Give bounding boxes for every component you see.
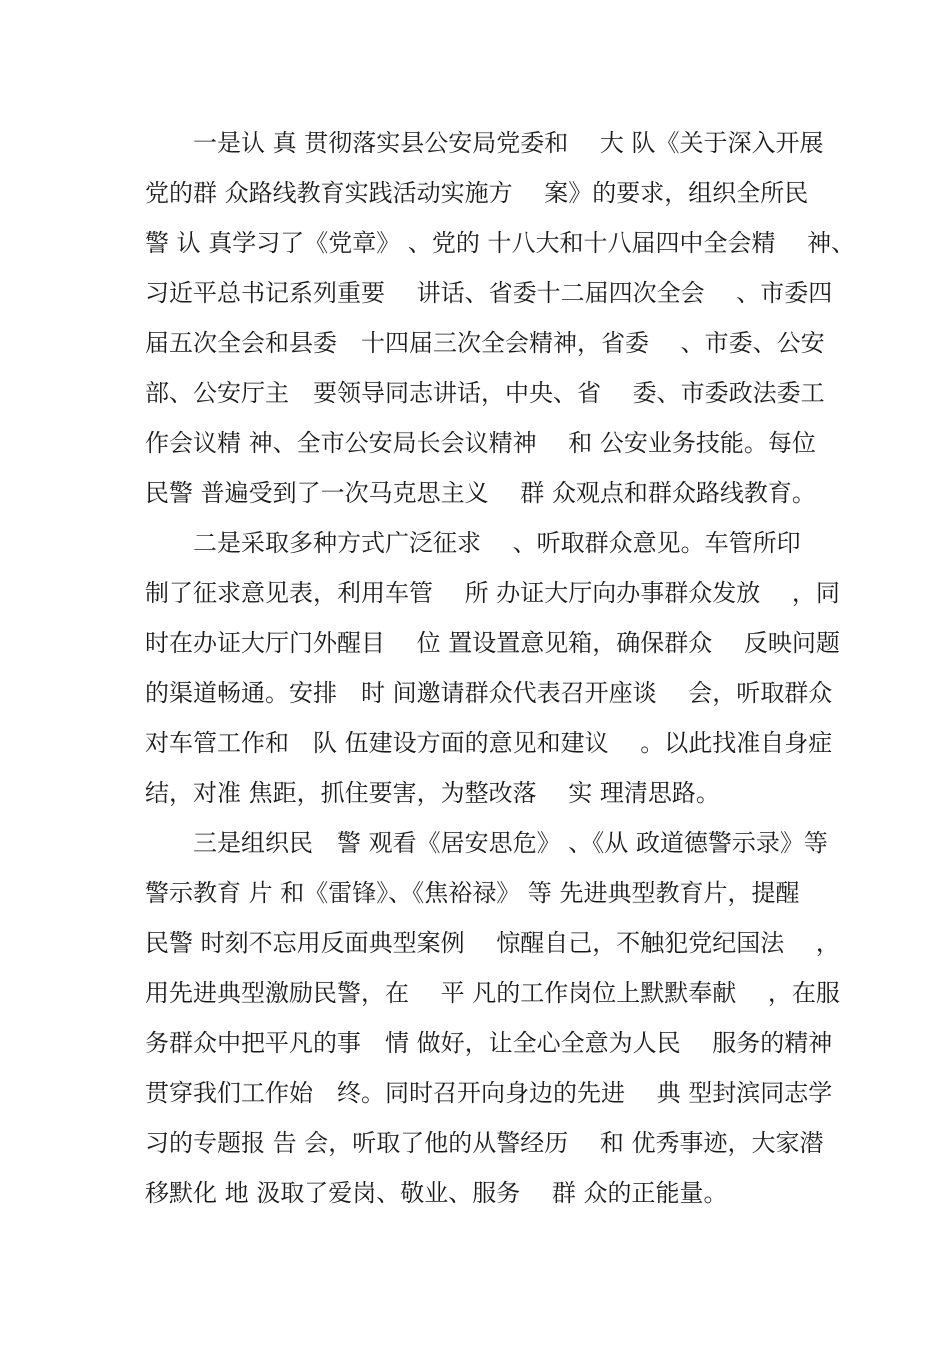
text-line: 警 认 真学习了《党章》 、党的 十八大和十八届四中全会精 神、 bbox=[145, 229, 856, 257]
text-line: 一是认 真 贯彻落实县公安局党委和 大 队《关于深入开展 bbox=[193, 129, 824, 157]
text-line: 时在办证大厅门外醒目 位 置设置意见箱，确保群众 反映问题 bbox=[145, 629, 840, 657]
text-line: 的渠道畅通。安排 时 间邀请群众代表召开座谈 会，听取群众 bbox=[145, 679, 833, 707]
text-line: 部、公安厅主 要领导同志讲话，中央、省 委、市委政法委工 bbox=[145, 379, 825, 407]
text-line: 用先进典型激励民警，在 平 凡的工作岗位上默默奉献 ，在服 bbox=[145, 979, 840, 1007]
text-line: 习的专题报 告 会，听取了他的从警经历 和 优秀事迹，大家潜 bbox=[145, 1129, 824, 1157]
text-line: 民警 普遍受到了一次马克思主义 群 众观点和群众路线教育。 bbox=[145, 479, 816, 507]
text-line: 贯穿我们工作始 终。同时召开向身边的先进 典 型封滨同志学 bbox=[145, 1079, 833, 1107]
text-line: 对车管工作和 队 伍建设方面的意见和建议 。以此找准自身症 bbox=[145, 729, 833, 757]
paragraph-1 bbox=[145, 118, 856, 518]
text-line: 作会议精 神、全市公安局长会议精神 和 公安业务技能。每位 bbox=[145, 429, 816, 457]
text-line: 结，对准 焦距，抓住要害，为整改落 实 理清思路。 bbox=[145, 779, 720, 807]
text-line: 三是组织民 警 观看《居安思危》 、《从 政道德警示录》等 bbox=[193, 829, 828, 857]
text-line: 务群众中把平凡的事 情 做好，让全心全意为人民 服务的精神 bbox=[145, 1029, 833, 1057]
text-line: 届五次全会和县委 十四届三次全会精神，省委 、市委、公安 bbox=[145, 329, 825, 357]
paragraph-3 bbox=[145, 818, 840, 1218]
text-line: 习近平总书记系列重要 讲话、省委十二届四次全会 、市委四 bbox=[145, 279, 833, 307]
text-line: 民警 时刻不忘用反面典型案例 惊醒自己，不触犯党纪国法 ， bbox=[145, 929, 840, 957]
text-line: 制了征求意见表，利用车管 所 办证大厅向办事群众发放 ，同 bbox=[145, 579, 840, 607]
text-line: 警示教育 片 和《雷锋》、《焦裕禄》 等 先进典型教育片，提醒 bbox=[145, 879, 800, 907]
text-line: 二是采取多种方式广泛征求 、听取群众意见。车管所印 bbox=[193, 529, 801, 557]
document-body bbox=[145, 118, 856, 1218]
text-line: 党的群 众路线教育实践活动实施方 案》的要求，组织全所民 bbox=[145, 179, 809, 207]
paragraph-2 bbox=[145, 518, 840, 818]
text-line: 移默化 地 汲取了爱岗、敬业、服务 群 众的正能量。 bbox=[145, 1179, 728, 1207]
